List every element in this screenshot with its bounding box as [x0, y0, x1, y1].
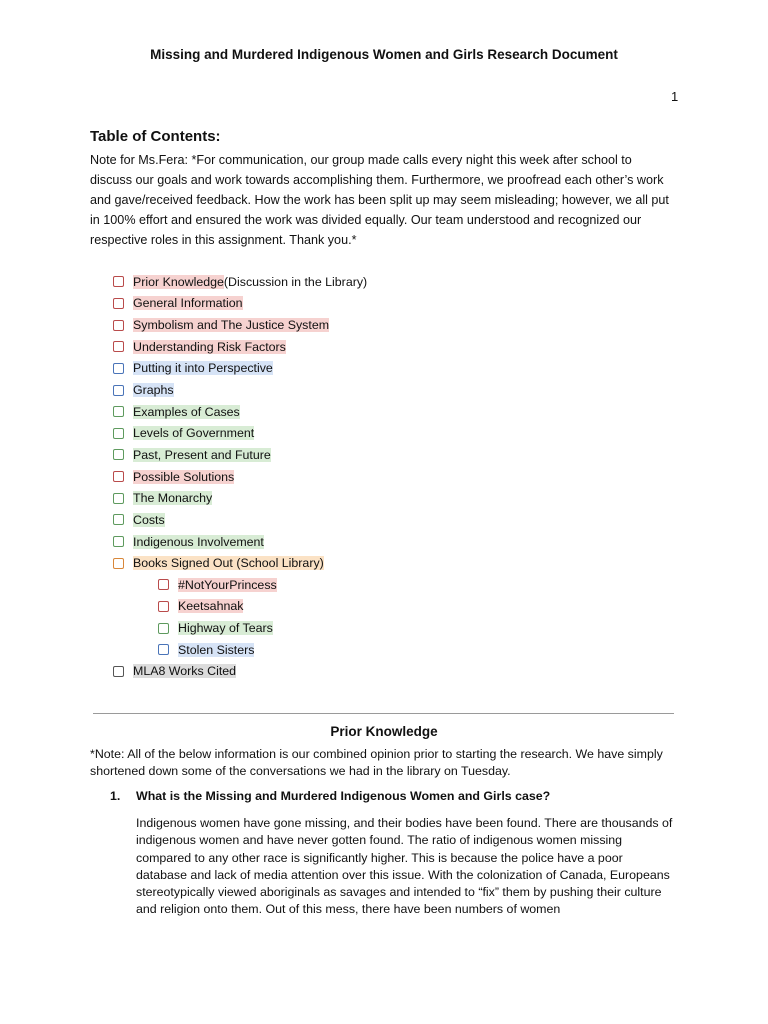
toc-item[interactable] [113, 487, 367, 509]
toc-item-label: Books Signed Out (School Library) [133, 556, 324, 571]
toc-item-label: Prior Knowledge [133, 274, 224, 289]
checkbox-icon[interactable] [113, 320, 124, 331]
toc-item[interactable] [113, 661, 367, 683]
checkbox-icon[interactable] [158, 601, 169, 612]
toc-item-label: Keetsahnak [178, 599, 244, 614]
checkbox-icon[interactable] [113, 385, 124, 396]
checkbox-icon[interactable] [113, 406, 124, 417]
checkbox-icon[interactable] [113, 276, 124, 287]
toc-item[interactable] [158, 574, 367, 596]
toc-item-label: Possible Solutions [133, 469, 235, 484]
toc-item-label: Past, Present and Future [133, 447, 271, 462]
toc-item-label: General Information [133, 296, 243, 311]
toc-item-label: Examples of Cases [133, 404, 240, 419]
toc-item-label: Stolen Sisters [178, 642, 255, 657]
toc-item[interactable] [113, 293, 367, 315]
question-item [110, 789, 550, 803]
checkbox-icon[interactable] [113, 471, 124, 482]
toc-item-label: Graphs [133, 383, 174, 398]
answer-text: Indigenous women have gone missing, and their bodies have been found. There are thousands of indigenous women and have never gotten found. The ratio of indigenous women missing compared to any other race is significantly higher. This is because the police have a poor database and lack of media attention over this issue. With the colonization of Canada, Europeans stereotypically viewed aboriginals as savages and intended to “fix” them by pushing their culture and religion onto them. Out of this mess, there have been numbers of women [136, 816, 673, 917]
section-title: Prior Knowledge [330, 724, 438, 739]
toc-item-label: The Monarchy [133, 491, 213, 506]
toc-item[interactable] [113, 422, 367, 444]
toc-item[interactable] [158, 596, 367, 618]
toc-item[interactable] [113, 271, 367, 293]
page-number: 1 [671, 89, 679, 104]
checkbox-icon[interactable] [113, 341, 124, 352]
toc-item-label: Costs [133, 512, 165, 527]
toc-item[interactable] [158, 639, 367, 661]
checkbox-icon[interactable] [113, 428, 124, 439]
checkbox-icon[interactable] [113, 298, 124, 309]
checkbox-icon[interactable] [113, 666, 124, 677]
table-of-contents [113, 271, 367, 682]
toc-item[interactable] [113, 401, 367, 423]
toc-item-label: Levels of Government [133, 426, 255, 441]
toc-item-label: Understanding Risk Factors [133, 339, 286, 354]
checkbox-icon[interactable] [158, 579, 169, 590]
section-note: *Note: All of the below information is our combined opinion prior to starting the research. We have simply shortened down some of the conversations we had in the library on Tuesday. [90, 747, 663, 778]
checkbox-icon[interactable] [113, 514, 124, 525]
question-text: What is the Missing and Murdered Indigenous Women and Girls case? [136, 789, 551, 803]
toc-item[interactable] [113, 466, 367, 488]
toc-item[interactable] [113, 314, 367, 336]
checkbox-icon[interactable] [113, 558, 124, 569]
checkbox-icon[interactable] [113, 536, 124, 547]
toc-item-label: MLA8 Works Cited [133, 664, 237, 679]
toc-item[interactable] [113, 379, 367, 401]
toc-item-label: Putting it into Perspective [133, 361, 273, 376]
checkbox-icon[interactable] [113, 363, 124, 374]
toc-item[interactable] [158, 617, 367, 639]
section-divider [93, 713, 674, 714]
toc-item[interactable] [113, 552, 367, 574]
checkbox-icon[interactable] [158, 644, 169, 655]
toc-item-label: #NotYourPrincess [178, 577, 277, 592]
toc-item-suffix: (Discussion in the Library) [223, 274, 368, 289]
toc-item[interactable] [113, 509, 367, 531]
document-title: Missing and Murdered Indigenous Women and Girls Research Document [150, 47, 618, 62]
toc-heading: Table of Contents: [90, 128, 221, 145]
toc-item[interactable] [113, 358, 367, 380]
toc-item[interactable] [113, 444, 367, 466]
question-number: 1. [110, 789, 121, 803]
checkbox-icon[interactable] [113, 493, 124, 504]
toc-item-label: Highway of Tears [178, 621, 273, 636]
checkbox-icon[interactable] [158, 623, 169, 634]
checkbox-icon[interactable] [113, 449, 124, 460]
toc-item[interactable] [113, 336, 367, 358]
toc-item-label: Symbolism and The Justice System [133, 318, 330, 333]
toc-note: Note for Ms.Fera: *For communication, our group made calls every night this week after school to discuss our goals and work towards accomplishing them. Furthermore, we proofread each other’s work and gave/received feedback. How the work has been split up may seem misleading; however, we all put in 100% effort and ensured the work was divided equally. Our team understood and recognized our respective roles in this assignment. Thank you.* [90, 153, 669, 247]
toc-item-label: Indigenous Involvement [133, 534, 264, 549]
toc-item[interactable] [113, 531, 367, 553]
